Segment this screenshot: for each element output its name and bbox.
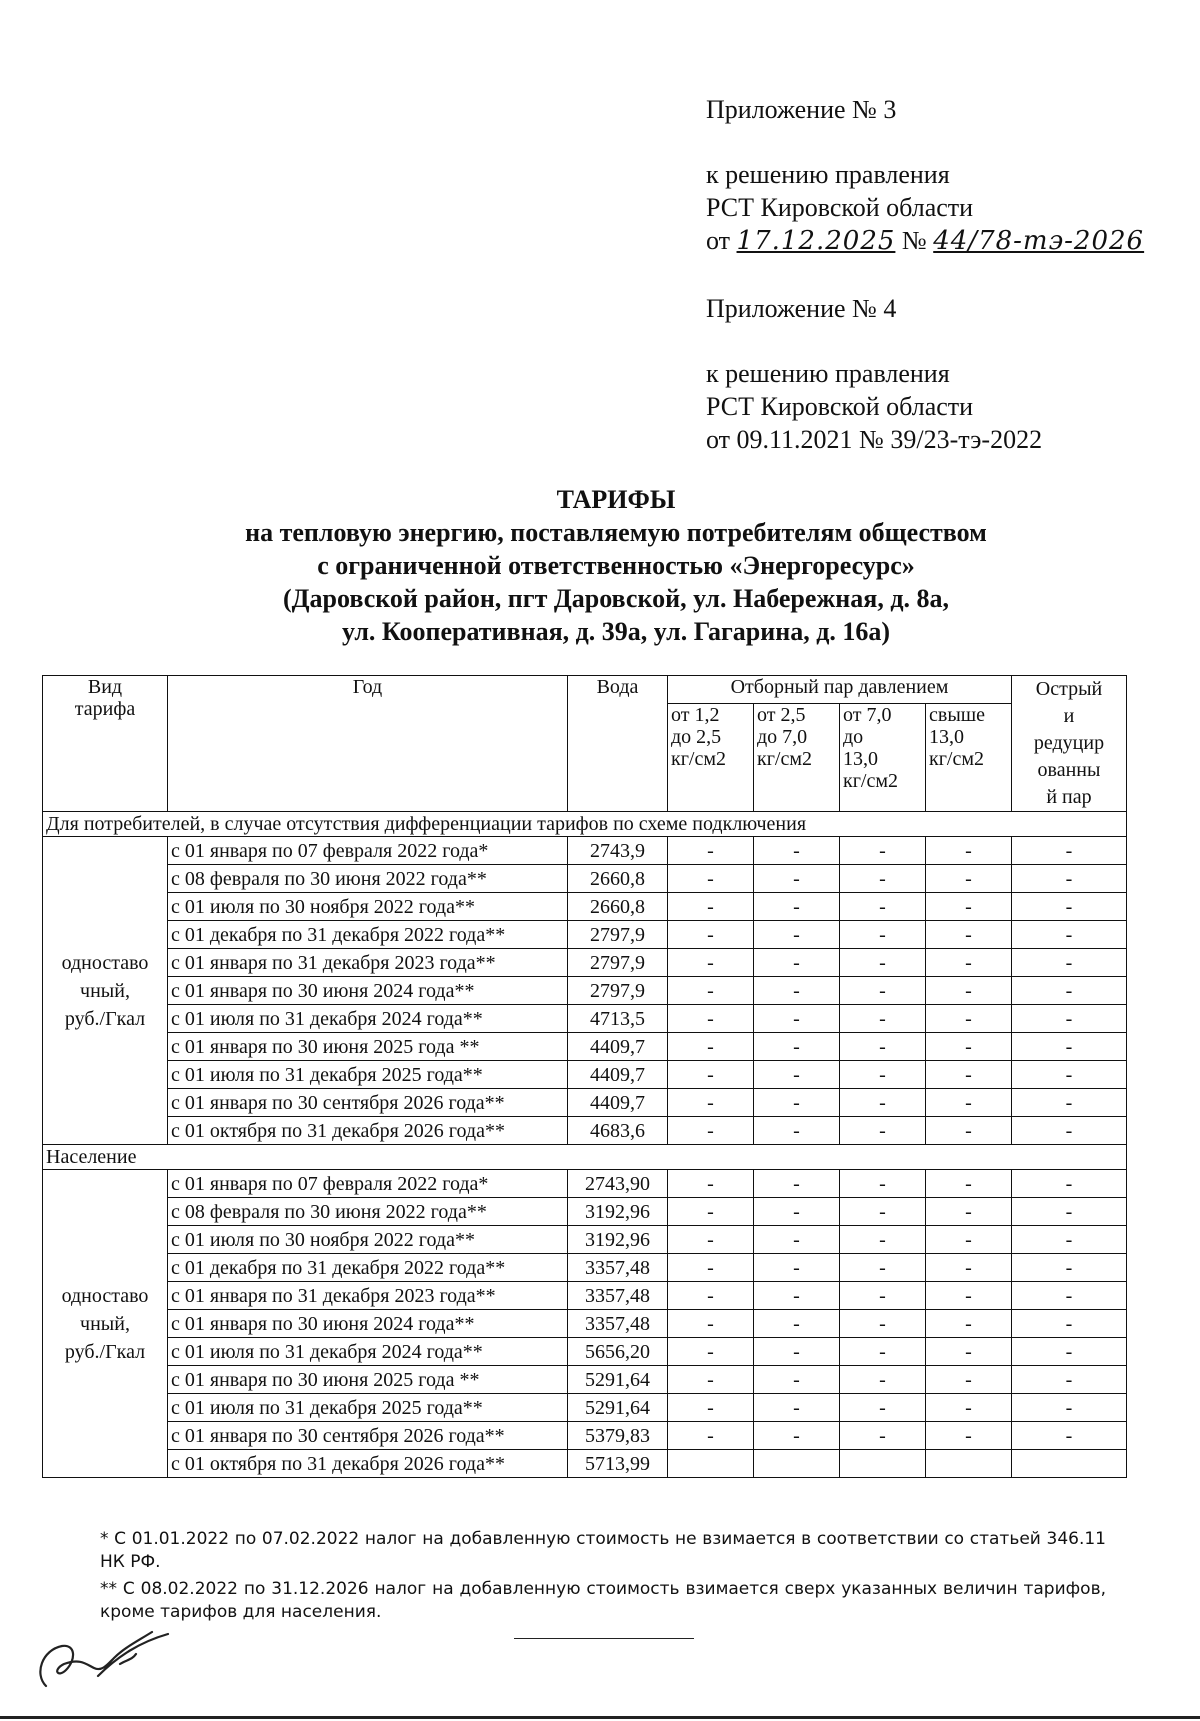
annex-3-num-sign: № — [901, 226, 927, 255]
water-value-cell: 4713,5 — [568, 1005, 668, 1033]
steam-1-value-cell: - — [668, 1117, 754, 1145]
population-row — [43, 1198, 1127, 1226]
steam-2-value-cell: - — [754, 1422, 840, 1450]
heading-line-2: на тепловую энергию, поставляемую потребителям обществом — [245, 518, 987, 547]
steam-3-value-cell: - — [840, 1310, 926, 1338]
period-cell: с 01 июля по 31 декабря 2024 года** — [168, 1338, 568, 1366]
annex-3-handwritten-date: 17.12.2025 — [736, 226, 896, 256]
steam-2-value-cell: - — [754, 1033, 840, 1061]
steam-2-value-cell: - — [754, 1366, 840, 1394]
period-cell: с 01 июля по 31 декабря 2024 года** — [168, 1005, 568, 1033]
header-steam-over-13: свыше 13,0 кг/см2 — [926, 703, 1012, 811]
steam-1-value-cell: - — [668, 893, 754, 921]
steam-3-value-cell: - — [840, 1089, 926, 1117]
consumers-row — [43, 949, 1127, 977]
steam-4-value-cell: - — [926, 1338, 1012, 1366]
steam-3-value-cell: - — [840, 921, 926, 949]
consumers-tariff-kind — [43, 837, 168, 1145]
period-cell: с 08 февраля по 30 июня 2022 года** — [168, 1198, 568, 1226]
steam-4-value-cell: - — [926, 1117, 1012, 1145]
steam-1-value-cell: - — [668, 1089, 754, 1117]
steam-2-value-cell: - — [754, 1254, 840, 1282]
steam-3-value-cell: - — [840, 1422, 926, 1450]
steam-4-value-cell — [926, 1450, 1012, 1478]
tariff-table — [42, 675, 1127, 1478]
signature-image — [28, 1620, 178, 1700]
annex-3-block — [706, 93, 1144, 258]
period-cell: с 01 июля по 30 ноября 2022 года** — [168, 893, 568, 921]
steam-2-value-cell: - — [754, 893, 840, 921]
steam-1-value-cell: - — [668, 1338, 754, 1366]
steam-3-value-cell: - — [840, 1394, 926, 1422]
steam-2-value-cell: - — [754, 1089, 840, 1117]
steam-1-value-cell: - — [668, 1005, 754, 1033]
period-cell: с 01 октября по 31 декабря 2026 года** — [168, 1117, 568, 1145]
sharp-value-cell: - — [1012, 1310, 1127, 1338]
steam-2-value-cell: - — [754, 977, 840, 1005]
tariff-kind-line: одноставо — [61, 951, 149, 974]
water-value-cell: 5291,64 — [568, 1366, 668, 1394]
header-selected-steam: Отборный пар давлением — [668, 676, 1012, 704]
steam-1-value-cell: - — [668, 1198, 754, 1226]
steam-2-value-cell: - — [754, 1310, 840, 1338]
header-steam-2-5-7: от 2,5 до 7,0 кг/см2 — [754, 703, 840, 811]
tariff-kind-line: чный, — [80, 1312, 130, 1335]
sharp-value-cell: - — [1012, 865, 1127, 893]
consumers-row — [43, 1061, 1127, 1089]
consumers-row — [43, 1033, 1127, 1061]
steam-1-value-cell: - — [668, 1226, 754, 1254]
period-cell: с 01 октября по 31 декабря 2026 года** — [168, 1450, 568, 1478]
steam-2-value-cell — [754, 1450, 840, 1478]
water-value-cell: 2743,9 — [568, 837, 668, 865]
steam-3-value-cell: - — [840, 1254, 926, 1282]
water-value-cell: 5379,83 — [568, 1422, 668, 1450]
steam-4-value-cell: - — [926, 1394, 1012, 1422]
consumers-row — [43, 1089, 1127, 1117]
annex-4-line3: от 09.11.2021 № 39/23-тэ-2022 — [706, 425, 1043, 454]
section-row — [43, 1145, 1127, 1170]
water-value-cell: 2797,9 — [568, 977, 668, 1005]
period-cell: с 01 января по 30 июня 2025 года ** — [168, 1033, 568, 1061]
steam-1-value-cell: - — [668, 1061, 754, 1089]
steam-4-value-cell: - — [926, 1061, 1012, 1089]
annex-3-line1: к решению правления — [706, 160, 950, 189]
consumers-row — [43, 977, 1127, 1005]
water-value-cell: 4409,7 — [568, 1033, 668, 1061]
annex-4-line2: РСТ Кировской области — [706, 392, 974, 421]
sharp-value-cell: - — [1012, 1422, 1127, 1450]
steam-4-value-cell: - — [926, 1005, 1012, 1033]
population-row — [43, 1226, 1127, 1254]
steam-1-value-cell: - — [668, 1310, 754, 1338]
steam-1-value-cell: - — [668, 865, 754, 893]
sharp-value-cell: - — [1012, 1282, 1127, 1310]
header-year: Год — [168, 676, 568, 812]
steam-3-value-cell: - — [840, 1117, 926, 1145]
sharp-value-cell: - — [1012, 1033, 1127, 1061]
consumers-row — [43, 865, 1127, 893]
steam-3-value-cell: - — [840, 949, 926, 977]
steam-3-value-cell: - — [840, 977, 926, 1005]
sharp-value-cell: - — [1012, 1170, 1127, 1198]
annex-3-handwritten-number: 44/78-тэ-2026 — [933, 226, 1145, 256]
sharp-value-cell: - — [1012, 1005, 1127, 1033]
tariff-kind-line: руб./Гкал — [64, 1340, 146, 1363]
period-cell: с 01 января по 07 февраля 2022 года* — [168, 1170, 568, 1198]
period-cell: с 01 января по 30 июня 2024 года** — [168, 1310, 568, 1338]
steam-1-value-cell: - — [668, 1366, 754, 1394]
steam-1-value-cell: - — [668, 1282, 754, 1310]
sharp-value-cell: - — [1012, 1394, 1127, 1422]
annex-4-title: Приложение № 4 — [706, 294, 897, 323]
sharp-value-cell: - — [1012, 1198, 1127, 1226]
sharp-value-cell: - — [1012, 977, 1127, 1005]
consumers-row — [43, 921, 1127, 949]
sharp-value-cell: - — [1012, 837, 1127, 865]
steam-4-value-cell: - — [926, 1089, 1012, 1117]
sharp-value-cell: - — [1012, 921, 1127, 949]
water-value-cell: 4683,6 — [568, 1117, 668, 1145]
steam-3-value-cell: - — [840, 1338, 926, 1366]
population-row — [43, 1422, 1127, 1450]
section-all-consumers: Для потребителей, в случае отсутствия дифференциации тарифов по схеме подключения — [43, 812, 1127, 837]
water-value-cell: 2797,9 — [568, 921, 668, 949]
steam-3-value-cell: - — [840, 893, 926, 921]
steam-1-value-cell: - — [668, 1394, 754, 1422]
steam-3-value-cell: - — [840, 1061, 926, 1089]
steam-1-value-cell: - — [668, 949, 754, 977]
steam-1-value-cell: - — [668, 1033, 754, 1061]
steam-3-value-cell: - — [840, 1366, 926, 1394]
sharp-value-cell: - — [1012, 1366, 1127, 1394]
population-row — [43, 1254, 1127, 1282]
steam-1-value-cell: - — [668, 1254, 754, 1282]
population-row — [43, 1366, 1127, 1394]
header-sharp-steam: Острый и редуцир ованны й пар — [1012, 676, 1127, 812]
steam-1-value-cell: - — [668, 1170, 754, 1198]
header-water: Вода — [568, 676, 668, 812]
consumers-row — [43, 893, 1127, 921]
sharp-value-cell: - — [1012, 1254, 1127, 1282]
steam-2-value-cell: - — [754, 1338, 840, 1366]
steam-2-value-cell: - — [754, 1282, 840, 1310]
tariff-kind-line: чный, — [80, 979, 130, 1002]
steam-4-value-cell: - — [926, 1366, 1012, 1394]
section-population: Население — [43, 1145, 1127, 1170]
steam-2-value-cell: - — [754, 1226, 840, 1254]
sharp-value-cell: - — [1012, 893, 1127, 921]
footnote-1: * С 01.01.2022 по 07.02.2022 налог на добавленную стоимость не взимается в соответствии со статьей 346.11 НК РФ. — [100, 1529, 1106, 1572]
header-steam-1-2-5: от 1,2 до 2,5 кг/см2 — [668, 703, 754, 811]
steam-1-value-cell: - — [668, 837, 754, 865]
population-row — [43, 1450, 1127, 1478]
steam-4-value-cell: - — [926, 949, 1012, 977]
steam-2-value-cell: - — [754, 865, 840, 893]
period-cell: с 08 февраля по 30 июня 2022 года** — [168, 865, 568, 893]
consumers-row — [43, 1117, 1127, 1145]
sharp-value-cell: - — [1012, 1089, 1127, 1117]
footnotes — [100, 1528, 1106, 1628]
footnote-2: ** С 08.02.2022 по 31.12.2026 налог на добавленную стоимость взимается сверх указанных величин тарифов, кроме тарифов для населения. — [100, 1579, 1106, 1622]
period-cell: с 01 декабря по 31 декабря 2022 года** — [168, 921, 568, 949]
water-value-cell: 5291,64 — [568, 1394, 668, 1422]
population-row — [43, 1282, 1127, 1310]
population-row — [43, 1170, 1127, 1198]
period-cell: с 01 января по 31 декабря 2023 года** — [168, 1282, 568, 1310]
water-value-cell: 2743,90 — [568, 1170, 668, 1198]
steam-4-value-cell: - — [926, 1310, 1012, 1338]
steam-1-value-cell — [668, 1450, 754, 1478]
period-cell: с 01 июля по 31 декабря 2025 года** — [168, 1394, 568, 1422]
water-value-cell: 3192,96 — [568, 1226, 668, 1254]
population-tariff-kind — [43, 1170, 168, 1478]
sharp-value-cell — [1012, 1450, 1127, 1478]
steam-4-value-cell: - — [926, 1254, 1012, 1282]
heading-line-4: (Даровской район, пгт Даровской, ул. Набережная, д. 8а, — [283, 584, 949, 613]
tariff-kind-line: руб./Гкал — [64, 1007, 146, 1030]
steam-2-value-cell: - — [754, 1394, 840, 1422]
water-value-cell: 4409,7 — [568, 1089, 668, 1117]
steam-4-value-cell: - — [926, 1170, 1012, 1198]
steam-3-value-cell: - — [840, 1282, 926, 1310]
steam-1-value-cell: - — [668, 1422, 754, 1450]
period-cell: с 01 января по 31 декабря 2023 года** — [168, 949, 568, 977]
water-value-cell: 2660,8 — [568, 865, 668, 893]
steam-4-value-cell: - — [926, 1422, 1012, 1450]
water-value-cell: 3357,48 — [568, 1254, 668, 1282]
water-value-cell: 2797,9 — [568, 949, 668, 977]
annex-4-line1: к решению правления — [706, 359, 950, 388]
water-value-cell: 5713,99 — [568, 1450, 668, 1478]
steam-4-value-cell: - — [926, 921, 1012, 949]
heading-line-5: ул. Кооперативная, д. 39а, ул. Гагарина, д. 16а) — [341, 617, 891, 646]
steam-4-value-cell: - — [926, 893, 1012, 921]
steam-3-value-cell: - — [840, 865, 926, 893]
steam-4-value-cell: - — [926, 1198, 1012, 1226]
period-cell: с 01 января по 30 июня 2025 года ** — [168, 1366, 568, 1394]
consumers-row — [43, 1005, 1127, 1033]
header-steam-7-13: от 7,0 до 13,0 кг/см2 — [840, 703, 926, 811]
annex-3-line2: РСТ Кировской области — [706, 193, 974, 222]
period-cell: с 01 июля по 31 декабря 2025 года** — [168, 1061, 568, 1089]
steam-3-value-cell: - — [840, 1170, 926, 1198]
steam-3-value-cell: - — [840, 837, 926, 865]
period-cell: с 01 января по 30 сентября 2026 года** — [168, 1422, 568, 1450]
population-row — [43, 1338, 1127, 1366]
water-value-cell: 2660,8 — [568, 893, 668, 921]
tariff-kind-line: одноставо — [61, 1284, 149, 1307]
steam-2-value-cell: - — [754, 921, 840, 949]
period-cell: с 01 июля по 30 ноября 2022 года** — [168, 1226, 568, 1254]
sharp-value-cell: - — [1012, 949, 1127, 977]
steam-2-value-cell: - — [754, 837, 840, 865]
page-bottom-rule — [0, 1716, 1200, 1719]
period-cell: с 01 января по 07 февраля 2022 года* — [168, 837, 568, 865]
water-value-cell: 3357,48 — [568, 1310, 668, 1338]
steam-2-value-cell: - — [754, 1061, 840, 1089]
steam-4-value-cell: - — [926, 1033, 1012, 1061]
steam-2-value-cell: - — [754, 1005, 840, 1033]
water-value-cell: 3192,96 — [568, 1198, 668, 1226]
annex-3-decision-line — [706, 224, 1144, 258]
steam-4-value-cell: - — [926, 837, 1012, 865]
steam-1-value-cell: - — [668, 921, 754, 949]
water-value-cell: 4409,7 — [568, 1061, 668, 1089]
water-value-cell: 3357,48 — [568, 1282, 668, 1310]
consumers-row — [43, 837, 1127, 865]
steam-3-value-cell: - — [840, 1005, 926, 1033]
steam-2-value-cell: - — [754, 1198, 840, 1226]
period-cell: с 01 декабря по 31 декабря 2022 года** — [168, 1254, 568, 1282]
period-cell: с 01 января по 30 сентября 2026 года** — [168, 1089, 568, 1117]
steam-3-value-cell: - — [840, 1226, 926, 1254]
population-row — [43, 1310, 1127, 1338]
steam-3-value-cell: - — [840, 1198, 926, 1226]
steam-4-value-cell: - — [926, 1226, 1012, 1254]
annex-3-title: Приложение № 3 — [706, 95, 897, 124]
sharp-value-cell: - — [1012, 1061, 1127, 1089]
header-tariff-kind: Вид тарифа — [43, 676, 168, 812]
sharp-value-cell: - — [1012, 1117, 1127, 1145]
heading-line-3: с ограниченной ответственностью «Энергоресурс» — [317, 551, 915, 580]
steam-4-value-cell: - — [926, 865, 1012, 893]
annex-4-block — [706, 292, 1042, 456]
sharp-value-cell: - — [1012, 1226, 1127, 1254]
steam-2-value-cell: - — [754, 1170, 840, 1198]
steam-3-value-cell — [840, 1450, 926, 1478]
steam-4-value-cell: - — [926, 1282, 1012, 1310]
steam-2-value-cell: - — [754, 1117, 840, 1145]
water-value-cell: 5656,20 — [568, 1338, 668, 1366]
steam-4-value-cell: - — [926, 977, 1012, 1005]
sharp-value-cell: - — [1012, 1338, 1127, 1366]
period-cell: с 01 января по 30 июня 2024 года** — [168, 977, 568, 1005]
steam-3-value-cell: - — [840, 1033, 926, 1061]
document-heading — [0, 483, 1200, 648]
steam-2-value-cell: - — [754, 949, 840, 977]
population-row — [43, 1394, 1127, 1422]
annex-3-from: от — [706, 226, 731, 255]
heading-title: ТАРИФЫ — [556, 485, 676, 514]
steam-1-value-cell: - — [668, 977, 754, 1005]
separator-line — [514, 1638, 694, 1639]
